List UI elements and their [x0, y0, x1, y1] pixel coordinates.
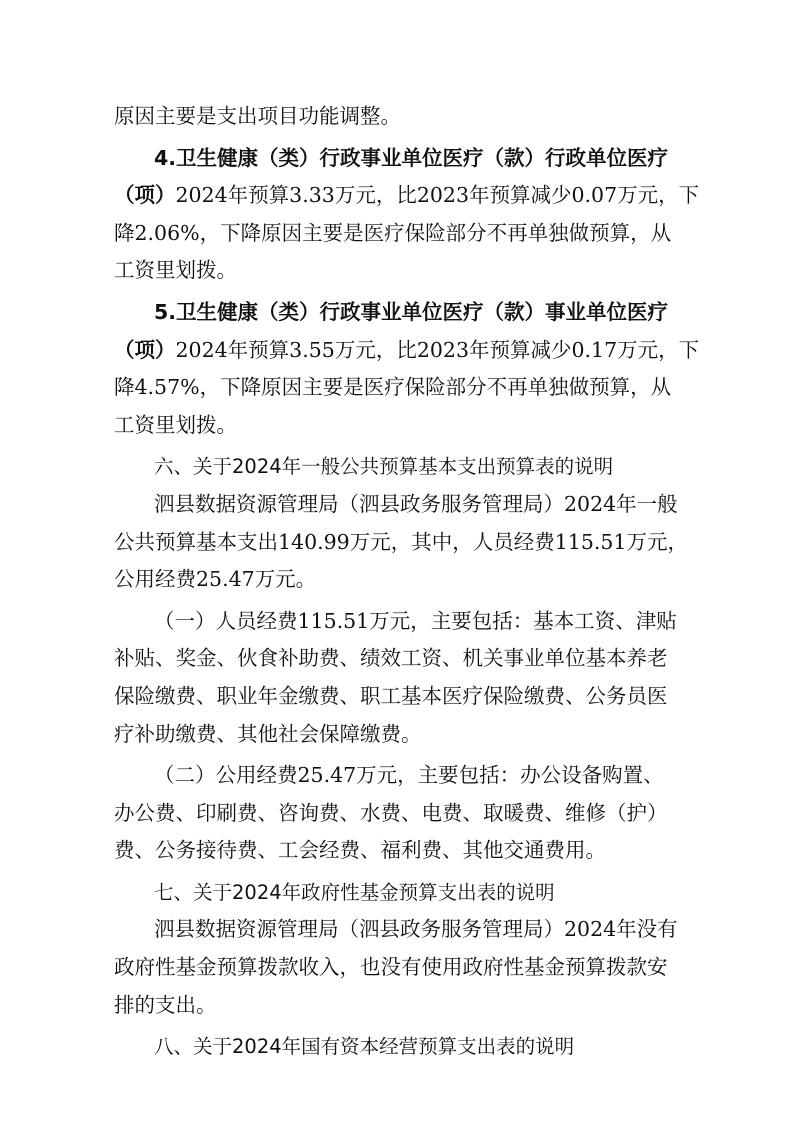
paragraph-line: 公用经费25.47万元。	[114, 567, 317, 592]
paragraph-line: （二）公用经费25.47万元，主要包括：办公设备购置、	[154, 763, 664, 788]
item-5-line	[114, 332, 700, 370]
paragraph-line: 保险缴费、职业年金缴费、职工基本医疗保险缴费、公务员医	[114, 683, 668, 708]
item-4-line	[114, 177, 700, 215]
paragraph-line: 泗县数据资源管理局（泗县政务服务管理局）2024年一般	[154, 491, 678, 516]
paragraph-line: 工资里划拨。	[114, 258, 237, 283]
paragraph-line: 降2.06%，下降原因主要是医疗保险部分不再单独做预算，从	[114, 220, 672, 245]
document-page	[114, 98, 700, 1066]
item-5-text: 2024年预算3.55万元，比2023年预算减少0.17万元，下	[175, 337, 700, 362]
section-7-heading: 七、关于2024年政府性基金预算支出表的说明	[154, 880, 555, 904]
paragraph-line: 办公费、印刷费、咨询费、水费、电费、取暖费、维修（护）	[114, 800, 668, 825]
item-4-title-end: （项）	[114, 183, 176, 208]
paragraph-line: 费、公务接待费、工会经费、福利费、其他交通费用。	[114, 838, 606, 863]
section-6-heading: 六、关于2024年一般公共预算基本支出预算表的说明	[154, 455, 614, 479]
paragraph-line: 政府性基金预算拨款收入，也没有使用政府性基金预算拨款安	[114, 955, 668, 980]
item-5-title-end: （项）	[114, 337, 176, 362]
item-5-title: 5.卫生健康（类）行政事业单位医疗（款）事业单位医疗	[154, 299, 669, 324]
item-5-title-line	[114, 294, 686, 332]
item-4-text: 2024年预算3.33万元，比2023年预算减少0.07万元，下	[175, 183, 700, 208]
item-4-title: 4.卫生健康（类）行政事业单位医疗（款）行政单位医疗	[154, 145, 669, 170]
section-8-heading: 八、关于2024年国有资本经营预算支出表的说明	[154, 1035, 575, 1059]
paragraph-line: 疗补助缴费、其他社会保障缴费。	[114, 721, 422, 746]
paragraph-line: 降4.57%，下降原因主要是医疗保险部分不再单独做预算，从	[114, 375, 672, 400]
paragraph-line: （一）人员经费115.51万元，主要包括：基本工资、津贴	[154, 608, 677, 633]
paragraph-line: 工资里划拨。	[114, 412, 237, 437]
paragraph-line: 排的支出。	[114, 992, 217, 1017]
paragraph-line: 公共预算基本支出140.99万元，其中，人员经费115.51万元，	[114, 529, 688, 554]
item-4-title-line	[114, 140, 686, 178]
paragraph-line: 原因主要是支出项目功能调整。	[114, 104, 401, 128]
paragraph-line: 补贴、奖金、伙食补助费、绩效工资、机关事业单位基本养老	[114, 646, 668, 671]
paragraph-line: 泗县数据资源管理局（泗县政务服务管理局）2024年没有	[154, 917, 678, 942]
